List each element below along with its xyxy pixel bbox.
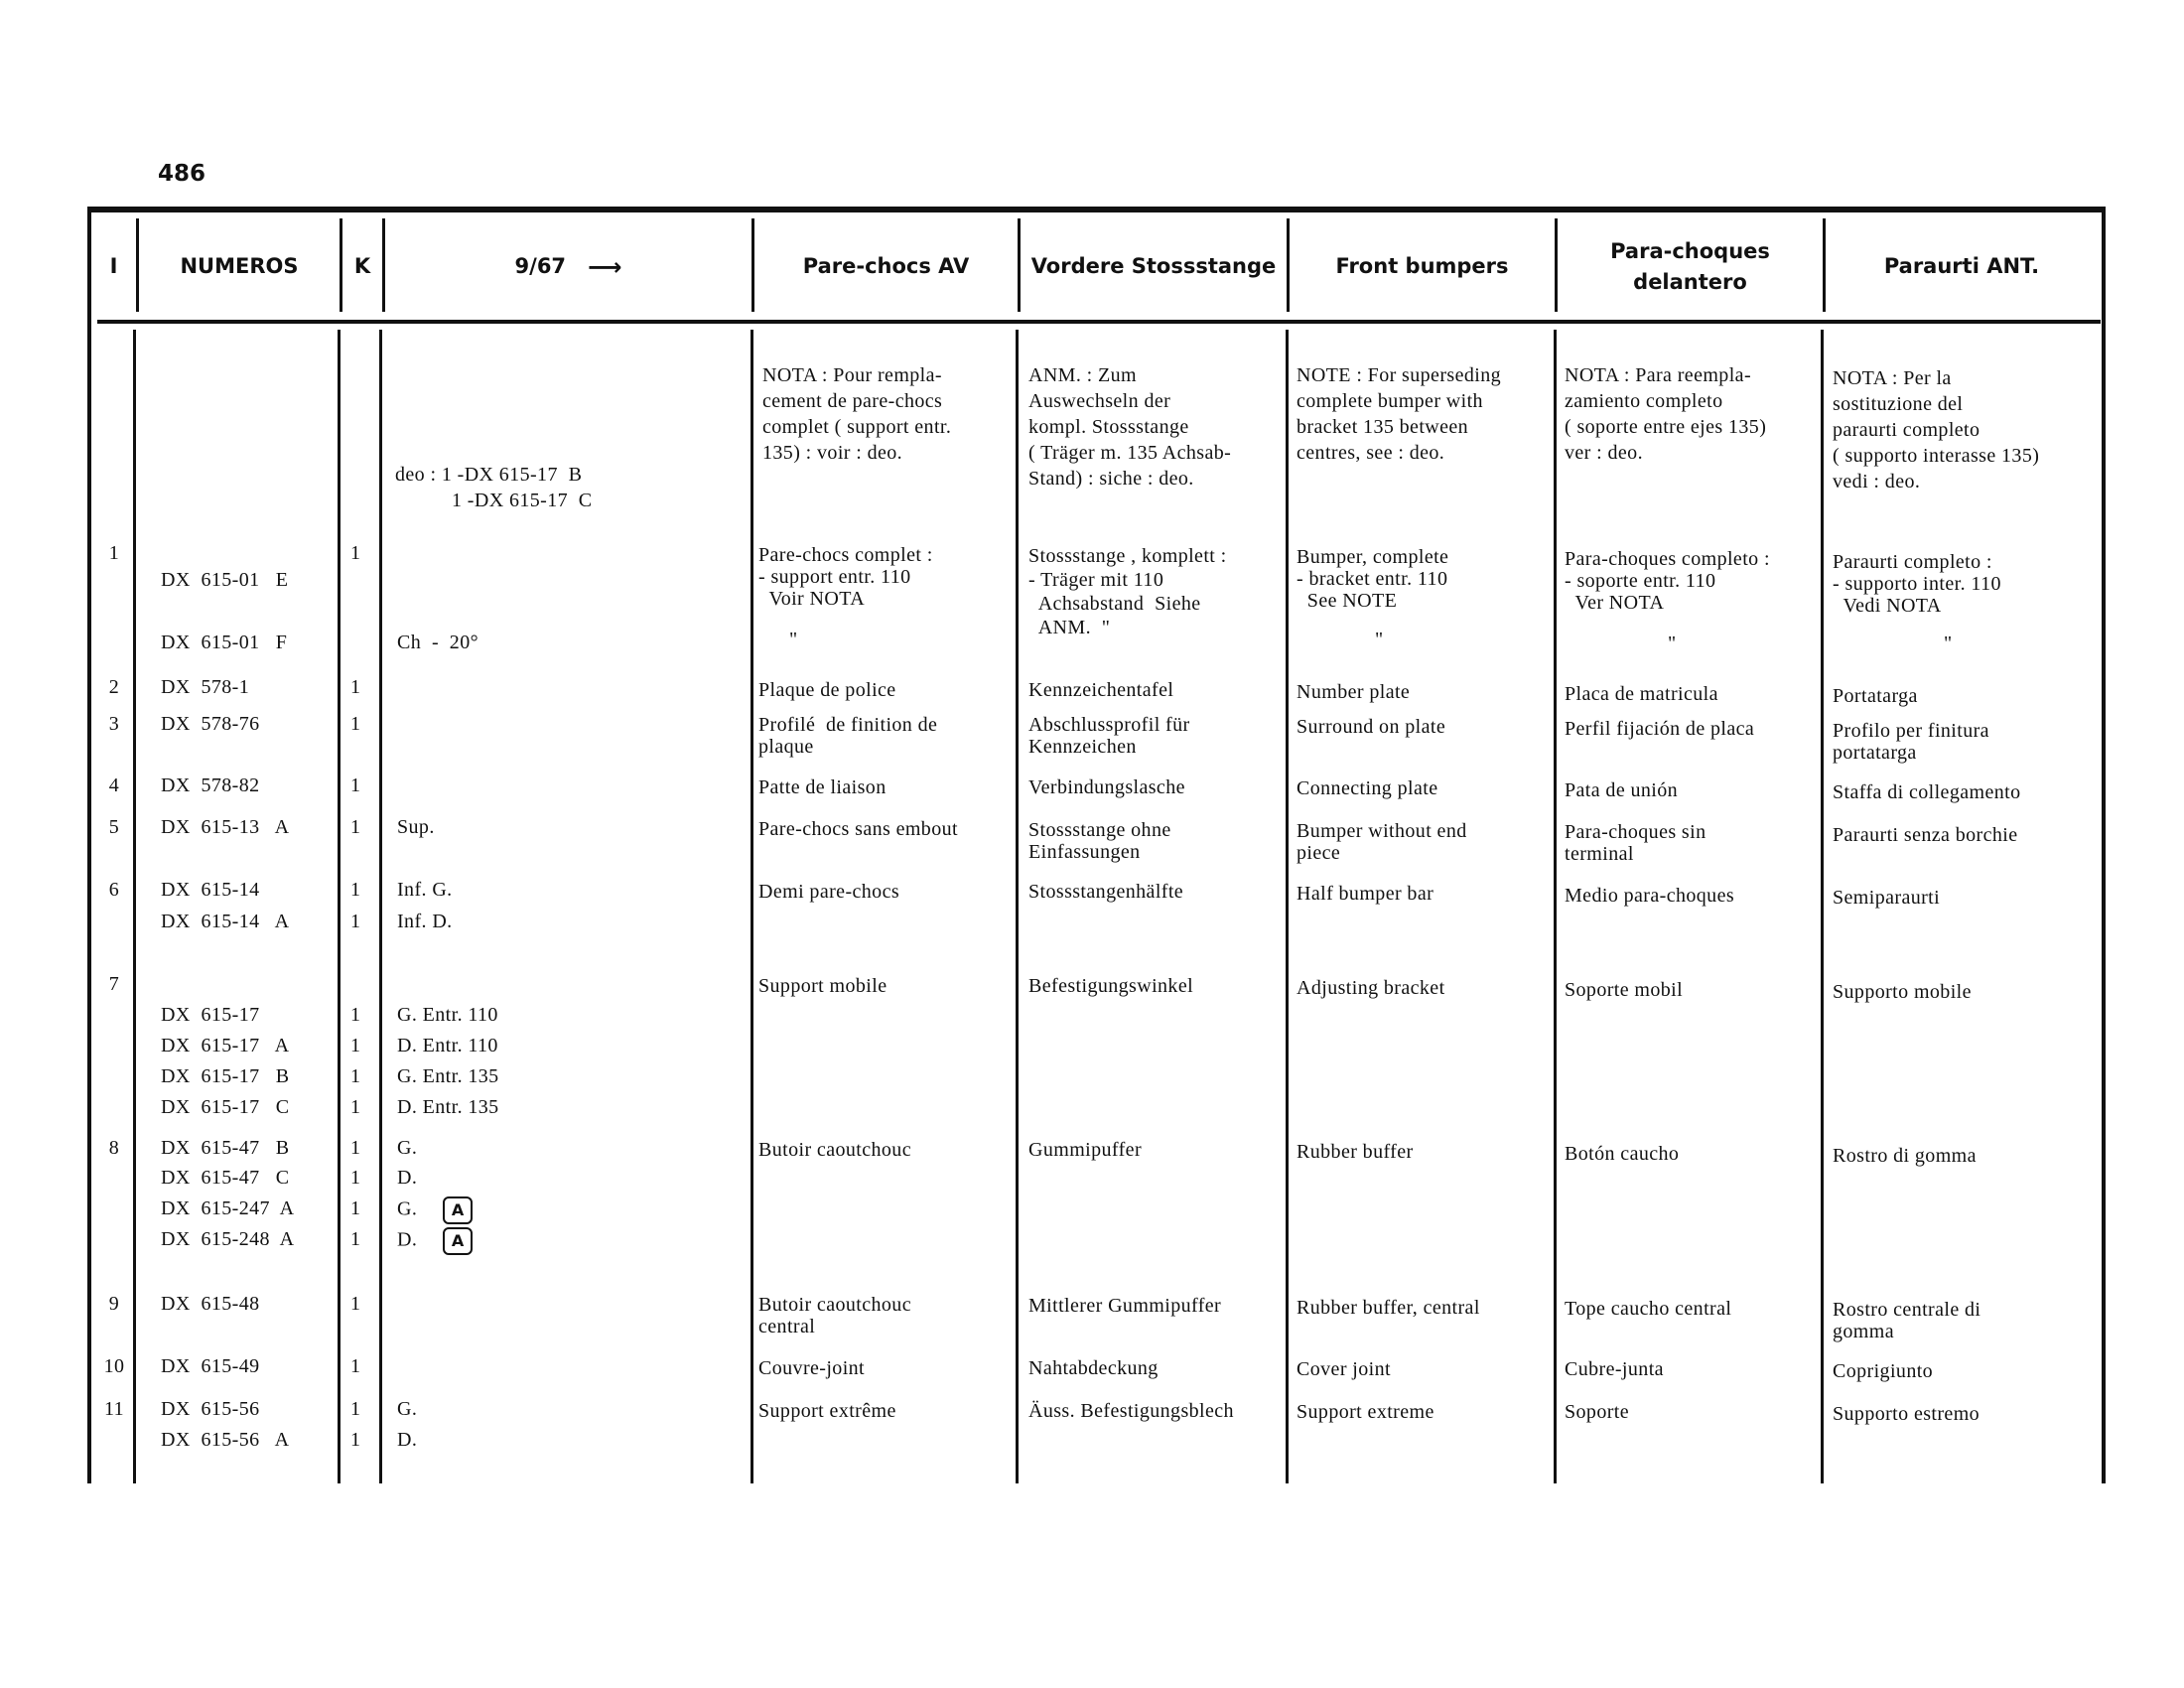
ditto-mark: " xyxy=(1375,629,1384,650)
header-index-label: I xyxy=(109,254,118,279)
desc-it: Paraurti completo : - supporto inter. 110 Vedi NOTA xyxy=(1833,551,2001,617)
desc-de: Befestigungswinkel xyxy=(1028,975,1194,997)
quantity: 1 xyxy=(350,816,361,838)
note-it: NOTA : Per la sostituzione del paraurti completo ( supporto interasse 135) vedi : deo. xyxy=(1833,367,2040,492)
desc-en: Connecting plate xyxy=(1297,777,1438,799)
desc-es: Tope caucho central xyxy=(1565,1298,1732,1320)
spec-label: G. xyxy=(397,1197,418,1220)
part-number: DX 615-14 xyxy=(161,879,260,901)
desc-es: Para-choques sin terminal xyxy=(1565,821,1706,865)
desc-en: Bumper, complete - bracket entr. 110 See NOTE xyxy=(1297,546,1449,612)
column-divider xyxy=(379,330,382,1483)
item-number: 1 xyxy=(108,542,120,564)
header-es-label: Para-choques delantero xyxy=(1610,238,1770,294)
column-divider xyxy=(1286,330,1289,1483)
column-divider xyxy=(1016,330,1019,1483)
item-number: 7 xyxy=(108,973,120,995)
header-rule xyxy=(97,320,2101,324)
desc-de: Mittlerer Gummipuffer xyxy=(1028,1295,1222,1317)
desc-fr: Pare-chocs sans embout xyxy=(758,818,958,840)
part-number: DX 615-248 A xyxy=(161,1228,295,1250)
header-numeros-label: NUMEROS xyxy=(180,254,299,279)
item-number: 4 xyxy=(108,774,120,796)
desc-fr: Couvre-joint xyxy=(758,1357,866,1379)
desc-es: Botón caucho xyxy=(1565,1143,1680,1165)
desc-fr: Butoir caoutchouc xyxy=(758,1139,911,1161)
column-divider xyxy=(1554,330,1557,1483)
quantity: 1 xyxy=(350,1096,361,1118)
desc-de: Stossstange ohne Einfassungen xyxy=(1028,819,1171,863)
circled-a-icon: A xyxy=(443,1227,473,1255)
desc-fr: Profilé de finition de plaque xyxy=(758,714,938,758)
quantity: 1 xyxy=(350,879,361,901)
item-number: 6 xyxy=(108,879,120,901)
arrow-right-icon: ⟶ xyxy=(588,253,622,281)
part-number: DX 615-247 A xyxy=(161,1197,295,1219)
desc-es: Perfil fijación de placa xyxy=(1565,718,1755,740)
spec-text: D. Entr. 135 xyxy=(397,1096,499,1118)
desc-fr: Support mobile xyxy=(758,975,887,997)
header-en-label: Front bumpers xyxy=(1335,254,1509,279)
part-number: DX 578-82 xyxy=(161,774,260,796)
spec-text: Sup. xyxy=(397,816,435,838)
desc-it: Supporto mobile xyxy=(1833,981,1972,1003)
quantity: 1 xyxy=(350,676,361,698)
part-number: DX 615-17 B xyxy=(161,1065,290,1087)
ditto-mark: " xyxy=(1668,633,1677,654)
desc-fr: Support extrême xyxy=(758,1400,896,1422)
quantity: 1 xyxy=(350,1429,361,1451)
column-divider xyxy=(133,330,136,1483)
header-numeros xyxy=(139,220,340,314)
part-number: DX 615-47 C xyxy=(161,1167,290,1189)
item-number: 5 xyxy=(108,816,120,838)
desc-en: Support extreme xyxy=(1297,1401,1434,1423)
header-it xyxy=(1826,220,2098,314)
header-fr-label: Pare-chocs AV xyxy=(802,254,970,279)
header-es xyxy=(1558,220,1823,314)
desc-fr: Butoir caoutchouc central xyxy=(758,1294,911,1337)
part-number: DX 615-13 A xyxy=(161,816,290,838)
desc-es: Cubre-junta xyxy=(1565,1358,1664,1380)
spec-text: G. Entr. 110 xyxy=(397,1004,498,1026)
quantity: 1 xyxy=(350,1137,361,1159)
desc-it: Portatarga xyxy=(1833,685,1918,707)
column-divider xyxy=(338,330,341,1483)
desc-es: Soporte mobil xyxy=(1565,979,1684,1001)
ditto-mark: " xyxy=(789,629,798,650)
desc-de: Abschlussprofil für Kennzeichen xyxy=(1028,714,1190,758)
page-number: 486 xyxy=(158,161,206,187)
desc-fr: Plaque de police xyxy=(758,679,896,701)
header-index xyxy=(91,220,136,314)
desc-de: Kennzeichentafel xyxy=(1028,679,1174,701)
quantity: 1 xyxy=(350,1398,361,1420)
quantity: 1 xyxy=(350,774,361,796)
part-number: DX 615-56 A xyxy=(161,1429,290,1451)
header-it-label: Paraurti ANT. xyxy=(1883,254,2040,279)
spec-text xyxy=(397,1227,473,1255)
part-number: DX 615-47 B xyxy=(161,1137,290,1159)
part-number: DX 615-48 xyxy=(161,1293,260,1315)
header-fr xyxy=(754,220,1018,314)
quantity: 1 xyxy=(350,1197,361,1219)
quantity: 1 xyxy=(350,1167,361,1189)
desc-es: Medio para-choques xyxy=(1565,885,1735,907)
part-number: DX 615-17 C xyxy=(161,1096,290,1118)
desc-de: Stossstangenhälfte xyxy=(1028,881,1184,903)
desc-en: Number plate xyxy=(1297,681,1411,703)
desc-it: Rostro di gomma xyxy=(1833,1145,1977,1167)
spec-text: Inf. D. xyxy=(397,911,453,932)
desc-en: Rubber buffer, central xyxy=(1297,1297,1480,1319)
desc-de: Gummipuffer xyxy=(1028,1139,1143,1161)
desc-it: Staffa di collegamento xyxy=(1833,781,2021,803)
spec-text: Inf. G. xyxy=(397,879,453,901)
desc-en: Adjusting bracket xyxy=(1297,977,1445,999)
quantity: 1 xyxy=(350,1065,361,1087)
spec-text: D. xyxy=(397,1429,418,1451)
header-en xyxy=(1290,220,1555,314)
header-date-label: 9/67 xyxy=(514,254,567,279)
desc-it: Profilo per finitura portatarga xyxy=(1833,720,1989,764)
note-es: NOTA : Para reempla- zamiento completo ( soporte entre ejes 135) ver : deo. xyxy=(1565,364,1767,464)
ditto-mark: " xyxy=(1944,633,1953,654)
header-k-label: K xyxy=(353,254,371,279)
header-k xyxy=(342,220,382,314)
desc-it: Supporto estremo xyxy=(1833,1403,1980,1425)
quantity: 1 xyxy=(350,1293,361,1315)
desc-de: Nahtabdeckung xyxy=(1028,1357,1159,1379)
header-de-label: Vordere Stossstange xyxy=(1030,254,1277,279)
column-divider xyxy=(751,330,753,1483)
desc-en: Rubber buffer xyxy=(1297,1141,1414,1163)
note-en: NOTE : For superseding complete bumper with bracket 135 between centres, see : deo. xyxy=(1297,364,1501,464)
desc-en: Surround on plate xyxy=(1297,716,1446,738)
desc-fr: Pare-chocs complet : - support entr. 110 Voir NOTA xyxy=(758,544,933,610)
desc-es: Pata de unión xyxy=(1565,779,1679,801)
quantity: 1 xyxy=(350,1228,361,1250)
desc-it: Paraurti senza borchie xyxy=(1833,824,2018,846)
spec-text: G. xyxy=(397,1398,418,1420)
circled-a-icon: A xyxy=(443,1196,473,1224)
part-number: DX 615-01 E xyxy=(161,569,289,591)
quantity: 1 xyxy=(350,1004,361,1026)
part-number: DX 578-76 xyxy=(161,713,260,735)
spec-text xyxy=(397,1196,473,1224)
quantity: 1 xyxy=(350,1035,361,1056)
spec-text: D. xyxy=(397,1167,418,1189)
column-divider xyxy=(1821,330,1824,1483)
header-date xyxy=(385,220,751,314)
note-deo-line-2: 1 -DX 615-17 C xyxy=(452,490,593,511)
quantity: 1 xyxy=(350,911,361,932)
item-number: 3 xyxy=(108,713,120,735)
part-number: DX 615-17 xyxy=(161,1004,260,1026)
header-de xyxy=(1021,220,1287,314)
item-number: 2 xyxy=(108,676,120,698)
item-number: 9 xyxy=(108,1293,120,1315)
spec-text: G. Entr. 135 xyxy=(397,1065,499,1087)
item-number: 10 xyxy=(103,1355,125,1377)
item-number: 11 xyxy=(103,1398,125,1420)
desc-en: Bumper without end piece xyxy=(1297,820,1467,864)
note-deo-line-1: deo : 1 -DX 615-17 B xyxy=(395,464,583,486)
desc-de: Stossstange , komplett : - Träger mit 110 Achsabstand Siehe ANM. " xyxy=(1028,545,1227,638)
quantity: 1 xyxy=(350,713,361,735)
desc-en: Cover joint xyxy=(1297,1358,1391,1380)
part-number: DX 615-17 A xyxy=(161,1035,290,1056)
spec-text: G. xyxy=(397,1137,418,1159)
desc-de: Äuss. Befestigungsblech xyxy=(1028,1400,1234,1422)
desc-it: Rostro centrale di gomma xyxy=(1833,1299,1981,1342)
desc-es: Placa de matricula xyxy=(1565,683,1718,705)
desc-it: Coprigiunto xyxy=(1833,1360,1934,1382)
spec-label: D. xyxy=(397,1228,418,1251)
spec-text: Ch - 20° xyxy=(397,632,478,653)
desc-en: Half bumper bar xyxy=(1297,883,1434,905)
part-number: DX 615-01 F xyxy=(161,632,288,653)
quantity: 1 xyxy=(350,542,361,564)
part-number: DX 578-1 xyxy=(161,676,250,698)
item-number: 8 xyxy=(108,1137,120,1159)
desc-it: Semiparaurti xyxy=(1833,887,1941,909)
spec-text: D. Entr. 110 xyxy=(397,1035,498,1056)
desc-es: Para-choques completo : - soporte entr. 110 Ver NOTA xyxy=(1565,548,1770,614)
quantity: 1 xyxy=(350,1355,361,1377)
desc-fr: Demi pare-chocs xyxy=(758,881,900,903)
desc-fr: Patte de liaison xyxy=(758,776,887,798)
part-number: DX 615-14 A xyxy=(161,911,290,932)
note-fr: NOTA : Pour rempla- cement de pare-chocs complet ( support entr. 135) : voir : deo. xyxy=(762,364,952,464)
part-number: DX 615-56 xyxy=(161,1398,260,1420)
desc-de: Verbindungslasche xyxy=(1028,776,1185,798)
desc-es: Soporte xyxy=(1565,1401,1630,1423)
note-de: ANM. : Zum Auswechseln der kompl. Stossstange ( Träger m. 135 Achsab- Stand) : siche : deo. xyxy=(1028,364,1232,490)
part-number: DX 615-49 xyxy=(161,1355,260,1377)
